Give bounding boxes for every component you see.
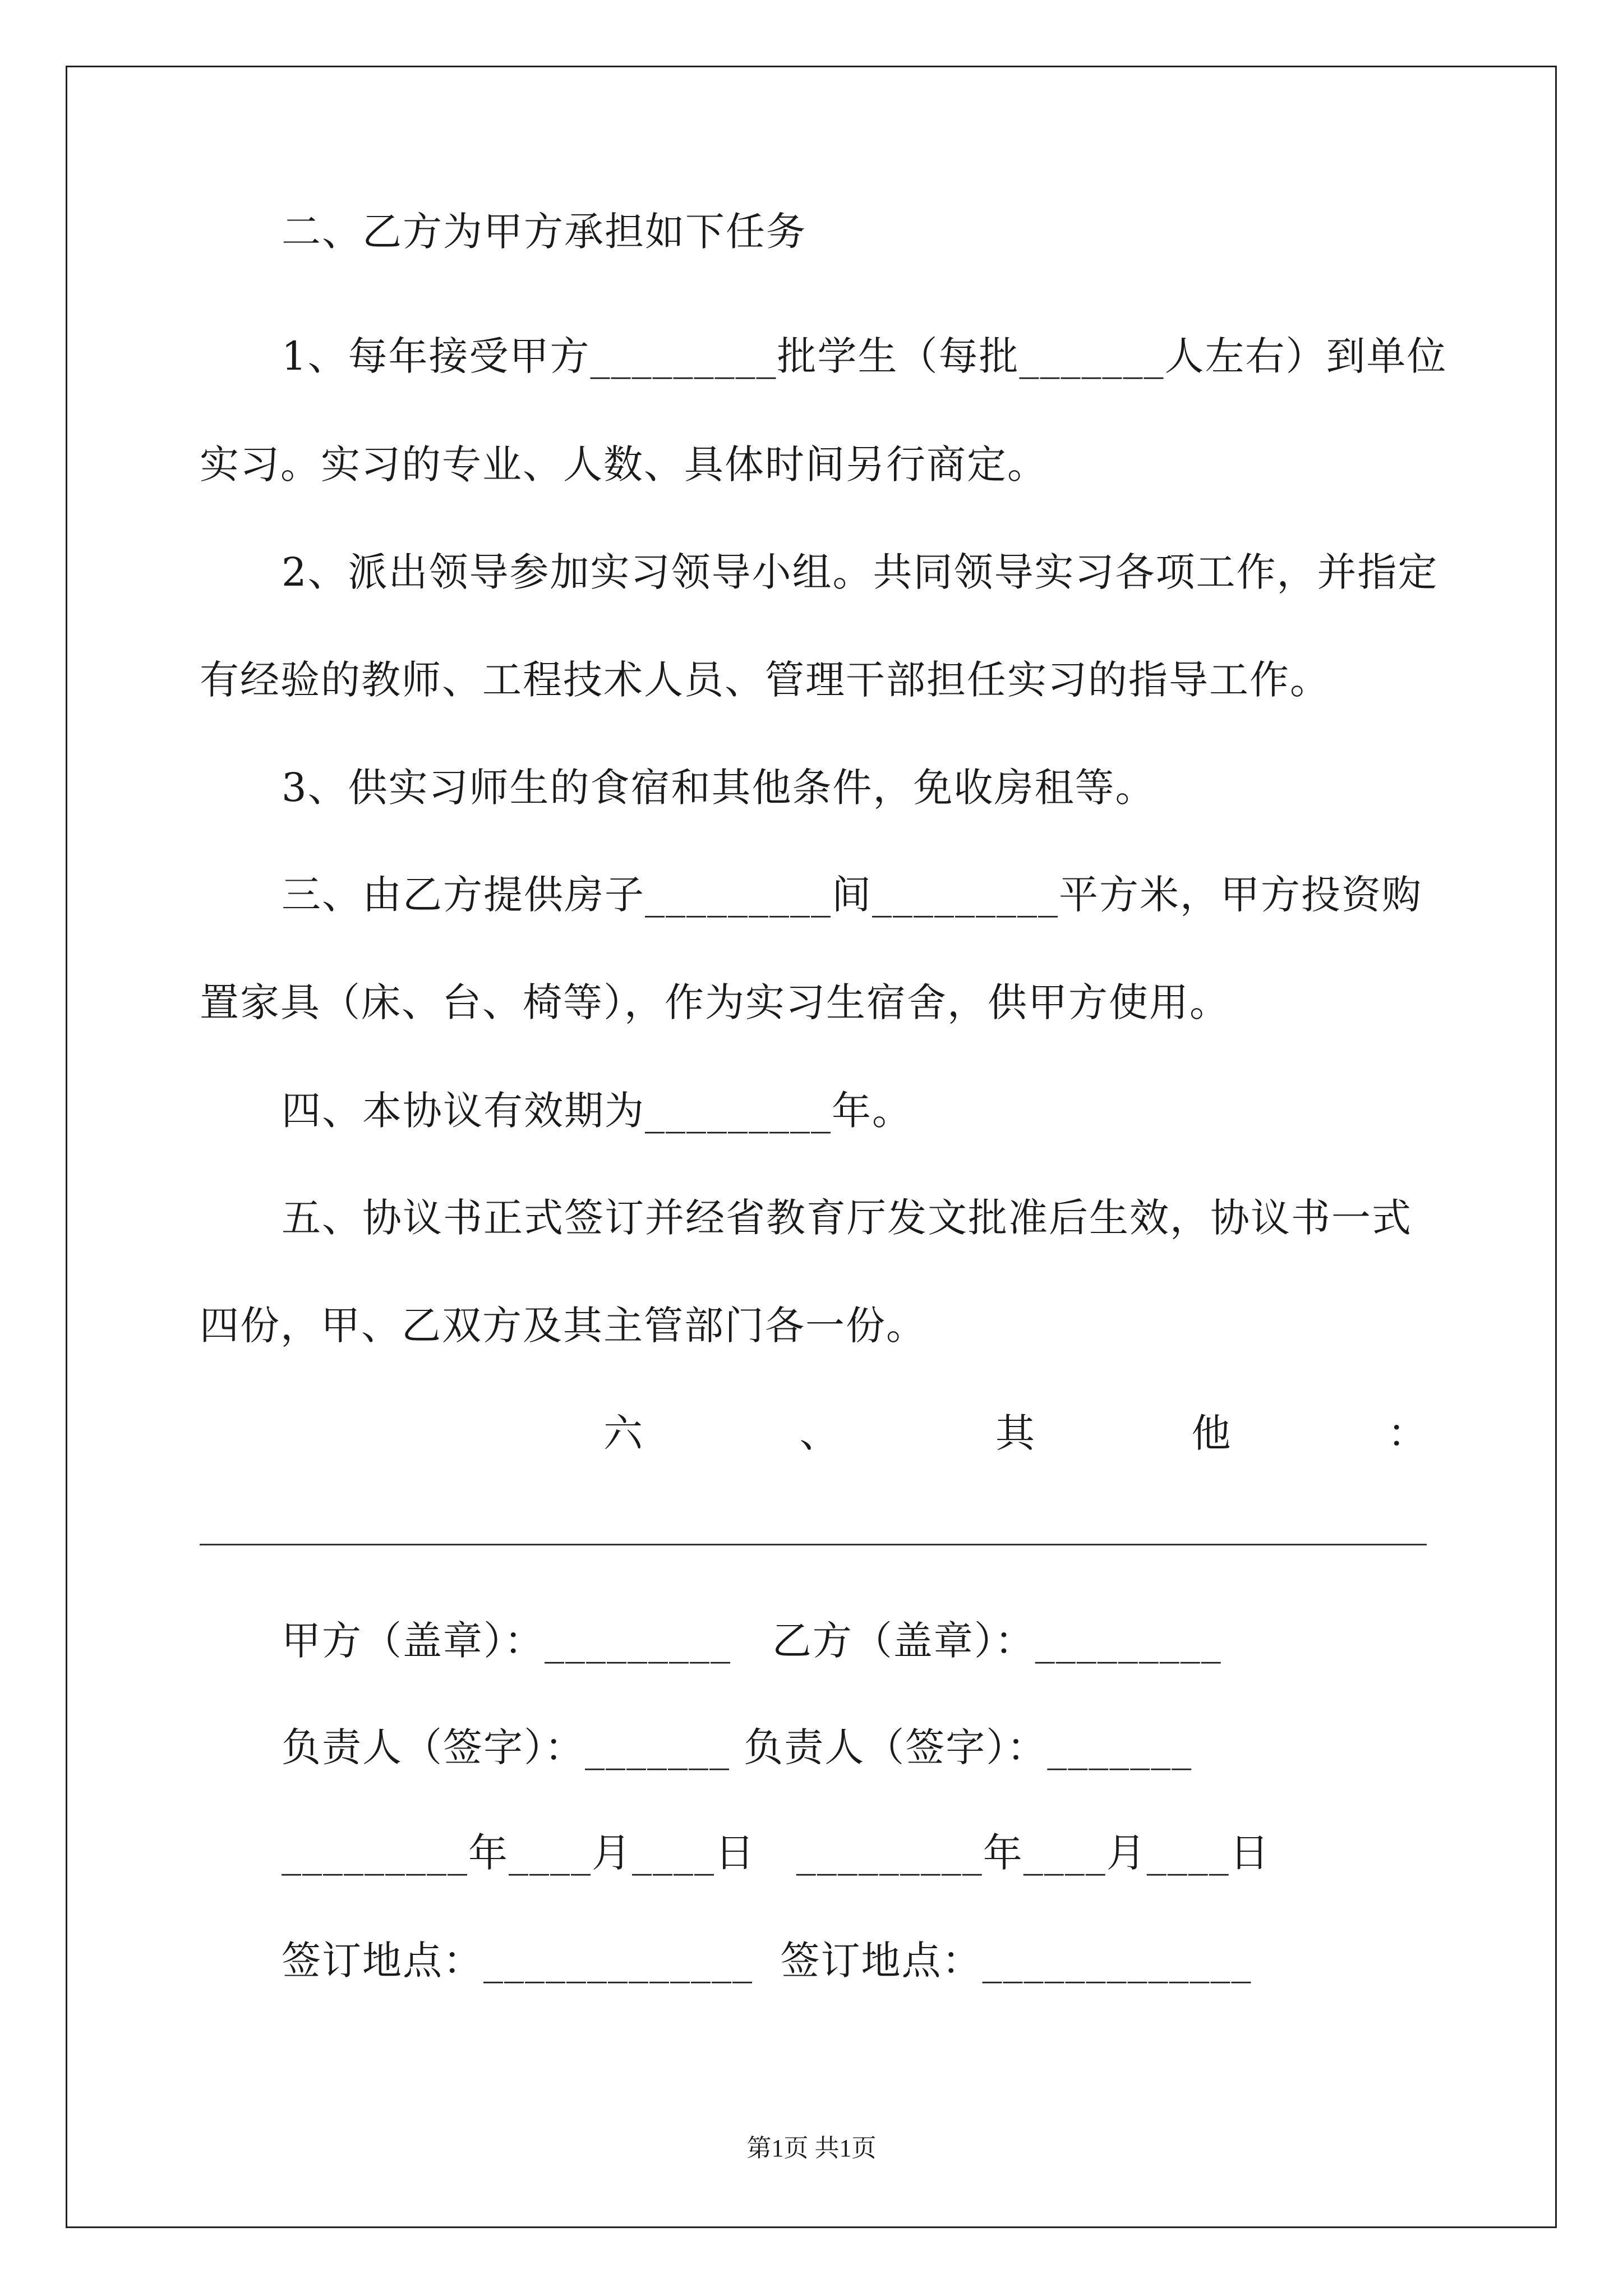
party-seal-line: 甲方（盖章）：_________ 乙方（盖章）：_________ [282, 1618, 1222, 1664]
section-4: 四、本协议有效期为_________年。 [282, 1088, 912, 1134]
section-5-line-2: 四份，甲、乙双方及其主管部门各一份。 [200, 1303, 926, 1349]
item-1-line-2: 实习。实习的专业、人数、具体时间另行商定。 [200, 441, 1048, 487]
section-6-char: ： [1387, 1410, 1427, 1456]
page-number: 第1页 共1页 [746, 2134, 877, 2162]
section-2-heading: 二、乙方为甲方承担如下任务 [282, 209, 806, 255]
sign-place-line: 签订地点：_____________ 签订地点：_____________ [282, 1938, 1252, 1984]
page-border [66, 66, 1557, 2228]
section-6-char: 、 [799, 1410, 839, 1456]
item-1-line-1: 1、每年接受甲方_________批学生（每批_______人左右）到单位 [282, 333, 1447, 379]
section-6-char: 他 [1191, 1410, 1231, 1456]
section-6-heading [200, 1408, 1427, 1458]
date-line: _________年____月____日 _________年____月____日 [282, 1830, 1270, 1876]
item-2-line-2: 有经验的教师、工程技术人员、管理干部担任实习的指导工作。 [200, 657, 1330, 703]
section-6-char: 其 [995, 1410, 1035, 1456]
section-6-char: 六 [603, 1410, 643, 1456]
item-3: 3、供实习师生的食宿和其他条件，免收房租等。 [282, 765, 1156, 811]
section-5-line-1: 五、协议书正式签订并经省教育厅发文批准后生效，协议书一式 [282, 1195, 1412, 1241]
section-6-blank-line [200, 1544, 1427, 1545]
responsible-signature-line: 负责人（签字）：_______ 负责人（签字）：_______ [282, 1724, 1193, 1770]
item-2-line-1: 2、派出领导参加实习领导小组。共同领导实习各项工作，并指定 [282, 549, 1438, 595]
section-3-line-1: 三、由乙方提供房子_________间_________平方米，甲方投资购 [282, 872, 1422, 918]
section-3-line-2: 置家具（床、台、椅等），作为实习生宿舍，供甲方使用。 [200, 979, 1230, 1025]
